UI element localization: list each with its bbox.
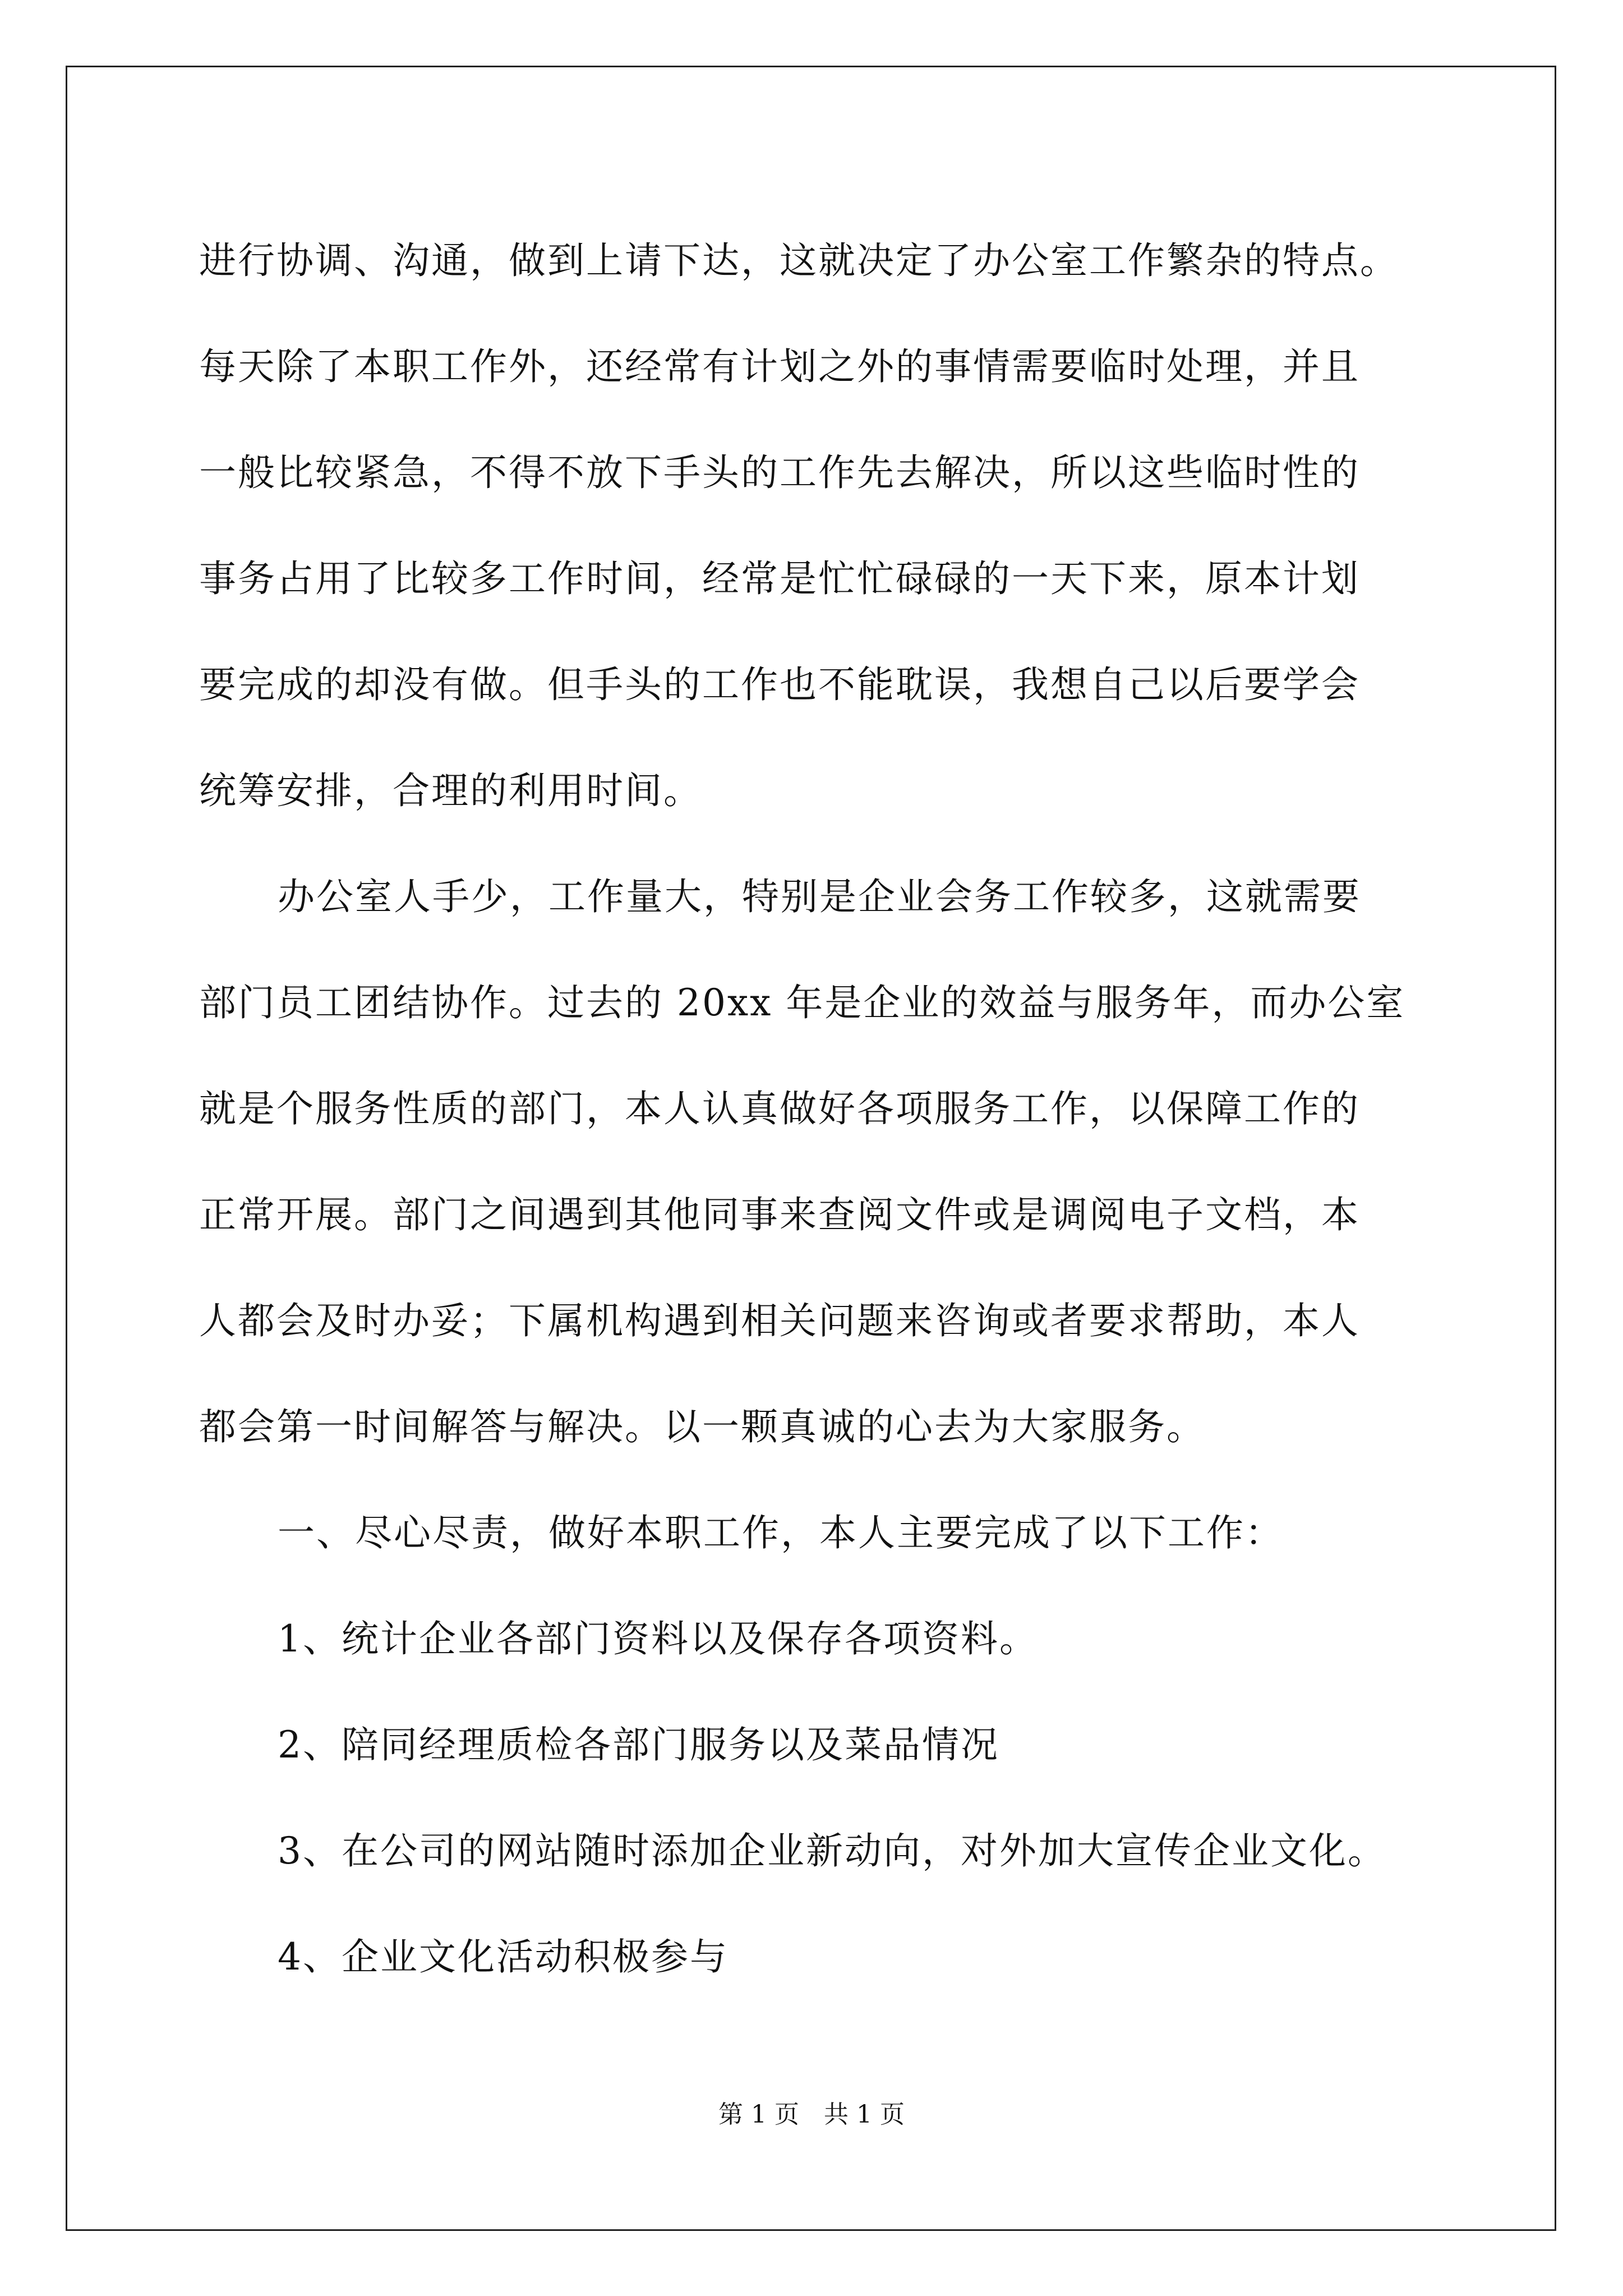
paragraph-line: 统筹安排，合理的利用时间。 — [199, 769, 702, 812]
list-item: 4、企业文化活动积极参与 — [278, 1935, 728, 1978]
list-item: 3、在公司的网站随时添加企业新动向，对外加大宣传企业文化。 — [278, 1829, 1386, 1872]
paragraph-line: 正常开展。部门之间遇到其他同事来查阅文件或是调阅电子文档，本 — [199, 1193, 1360, 1236]
paragraph-line: 要完成的却没有做。但手头的工作也不能耽误，我想自己以后要学会 — [199, 663, 1360, 706]
document-body — [199, 208, 1433, 2010]
page-number-footer: 第 1 页 共 1 页 — [718, 2100, 905, 2129]
paragraph-line: 办公室人手少，工作量大，特别是企业会务工作较多，这就需要 — [278, 875, 1361, 918]
paragraph-line: 事务占用了比较多工作时间，经常是忙忙碌碌的一天下来，原本计划 — [199, 557, 1360, 600]
section-heading: 一、尽心尽责，做好本职工作，本人主要完成了以下工作： — [278, 1511, 1284, 1554]
paragraph-line: 部门员工团结协作。过去的 20xx 年是企业的效益与服务年，而办公室 — [199, 981, 1405, 1024]
paragraph-line: 一般比较紧急，不得不放下手头的工作先去解决，所以这些临时性的 — [199, 451, 1360, 494]
paragraph-line: 进行协调、沟通，做到上请下达，这就决定了办公室工作繁杂的特点。 — [199, 239, 1399, 282]
paragraph-line: 人都会及时办妥；下属机构遇到相关问题来咨询或者要求帮助，本人 — [199, 1299, 1360, 1342]
list-item: 1、统计企业各部门资料以及保存各项资料。 — [278, 1617, 1038, 1660]
paragraph-line: 就是个服务性质的部门，本人认真做好各项服务工作，以保障工作的 — [199, 1087, 1360, 1130]
list-item: 2、陪同经理质检各部门服务以及菜品情况 — [278, 1723, 999, 1766]
paragraph-line: 每天除了本职工作外，还经常有计划之外的事情需要临时处理，并且 — [199, 345, 1360, 388]
paragraph-line: 都会第一时间解答与解决。以一颗真诚的心去为大家服务。 — [199, 1405, 1205, 1448]
